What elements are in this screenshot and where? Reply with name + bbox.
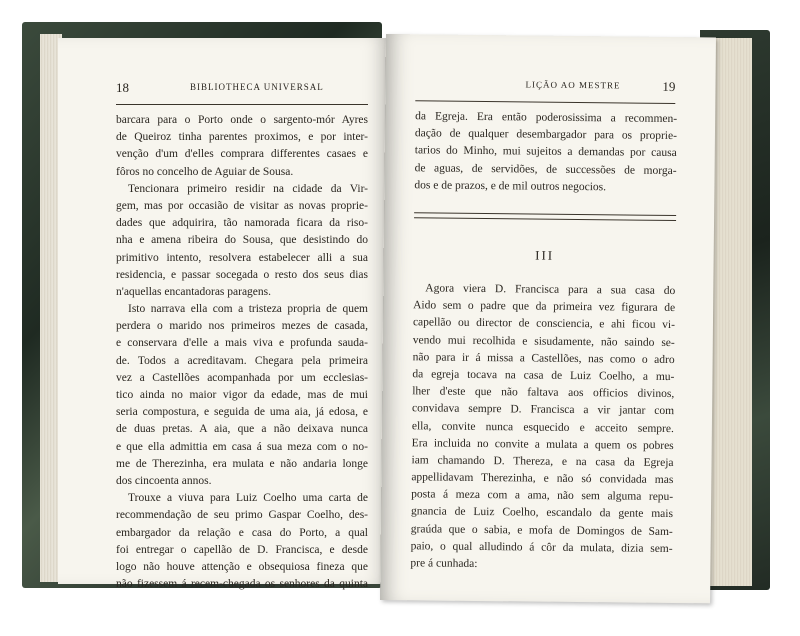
right-running-head <box>415 78 675 97</box>
text-line: vez a Castellões acompanhada por um ecclesias- <box>116 371 368 384</box>
text-line: venção d'um d'elles comprara differentes casaes e <box>116 148 368 161</box>
right-page <box>380 34 716 603</box>
text-line: barcara para o Porto onde o sargento-mór Ayres <box>116 114 368 126</box>
text-line: dos cincoenta annos. <box>116 474 212 487</box>
text-line: convidava sempre D. Francisca a vir jantar com <box>412 402 675 418</box>
text-line: pre á cunhada: <box>410 557 478 570</box>
text-line: appellidavam Therezinha, e não só convidada mas <box>411 471 674 487</box>
text-line: de. Todos a acreditavam. Chegara pela primeira <box>116 354 368 367</box>
text-line: fôros no concelho de Aguiar de Sousa. <box>116 165 294 178</box>
text-line: dos e de prazos, e de mil outros negocios. <box>414 179 607 194</box>
text-line: residencia, e passar socegada o resto dos seus dias <box>116 268 368 281</box>
text-line: paio, o qual alludindo á côr da mulata, dizia sem- <box>410 540 673 555</box>
text-line: não fizessem á recem-chegada os senhores da quinta <box>116 578 368 591</box>
text-line: lher d'este que não faltava aos officios divinos, <box>412 385 675 401</box>
left-page-number: 18 <box>116 80 129 95</box>
text-line: Trouxe a viuva para Luiz Coelho uma carta de <box>128 492 368 505</box>
text-line: e que ella admittia em casa á sua meza com o no- <box>116 440 368 453</box>
text-line: primitivo intento, resolvera estabelecer alli a sua <box>116 251 368 264</box>
text-line: de aguas, de servidões, de successões de morga- <box>414 161 677 177</box>
left-page <box>58 38 390 591</box>
text-line: gem, mas por occasião de visitar as novas proprie- <box>116 199 368 212</box>
text-line: foi entregar o capellão de D. Francisca, e desde <box>116 543 368 556</box>
text-line: ella, convite nunca esquecido e acceito sempre. <box>411 419 674 435</box>
text-line: recommendação de seu primo Gaspar Coelho, des- <box>116 509 368 522</box>
text-line: iam chamando D. Thereza, e na casa da Egreja <box>411 454 674 469</box>
text-line: da egreja tocava na casa de Luiz Coelho, a mu- <box>412 368 675 383</box>
right-header-rule <box>415 100 675 104</box>
text-line: e conservara d'elle a mais viva e profunda sauda- <box>116 337 368 350</box>
text-line: Era incluida no convite a mulata a quem os pobres <box>411 436 674 452</box>
text-line: Tencionara primeiro residir na cidade da Vir- <box>128 182 368 195</box>
text-line: de Queiroz tinha parentes proximos, e por inter- <box>116 131 368 144</box>
text-line: posta á meza com a ama, não sem alguma repu- <box>411 488 674 504</box>
text-line: vendo mui recolhida e sisudamente, não saindo se- <box>412 333 675 349</box>
text-line: seria compostura, e seguida de uma aia, já edosa, e <box>116 406 368 419</box>
right-page-number: 19 <box>662 78 676 95</box>
left-running-head <box>116 82 368 98</box>
text-line: dação de qualquer desembargador para os proprie- <box>414 127 678 143</box>
right-running-title: LIÇÃO AO MESTRE <box>525 79 621 91</box>
text-line: de duas pretas. A aia, que a não deixava nunca <box>116 423 368 436</box>
right-body-text-before <box>414 108 677 197</box>
text-line: não para ir á missa a Castellões, nas como o adro <box>412 351 675 366</box>
text-line: capellão ou director de consciencia, e ahi ficou vi- <box>412 316 676 332</box>
text-line: tarios do Minho, mui sujeitos a demandas por causa <box>414 144 677 160</box>
left-body-text <box>116 112 368 593</box>
text-line: me de Therezinha, era mulata e não andaria longe <box>116 457 368 470</box>
text-line: dades que adquirira, tão namorada ficara da riso- <box>116 217 368 230</box>
text-line: graúda que o sabia, e mofa de Domingos de Sam- <box>410 522 673 538</box>
text-line: Isto narrava ella com a tristeza propria de quem <box>128 303 368 316</box>
text-line: logo não houve attenção e obsequiosa fineza que <box>116 560 368 573</box>
chapter-separator-rule <box>414 212 676 221</box>
left-header-rule <box>116 104 368 105</box>
text-line: gnancia de Luiz Coelho, escandalo da gente mais <box>410 505 674 521</box>
text-line: da Egreja. Era então poderosissima a recommen- <box>415 110 678 126</box>
text-line: nha e amena ribeira do Sousa, que desistindo do <box>116 234 368 247</box>
text-line: embargador da relação e casa do Porto, a qual <box>116 526 368 539</box>
right-body-text-after <box>410 280 675 575</box>
text-line: Aido sem o padre que da primeira vez figurara de <box>413 299 676 315</box>
text-line: perdera o marido nos primeiros mezes de casada, <box>116 320 368 333</box>
text-line: Agora viera D. Francisca para a sua casa do <box>425 282 676 298</box>
left-running-title: BIBLIOTHECA UNIVERSAL <box>190 82 324 92</box>
text-line: tico ainda no maior vigor da edade, mas de mui <box>116 389 368 401</box>
chapter-heading: III <box>535 247 555 263</box>
text-line: n'aquellas encantadoras paragens. <box>116 285 272 298</box>
